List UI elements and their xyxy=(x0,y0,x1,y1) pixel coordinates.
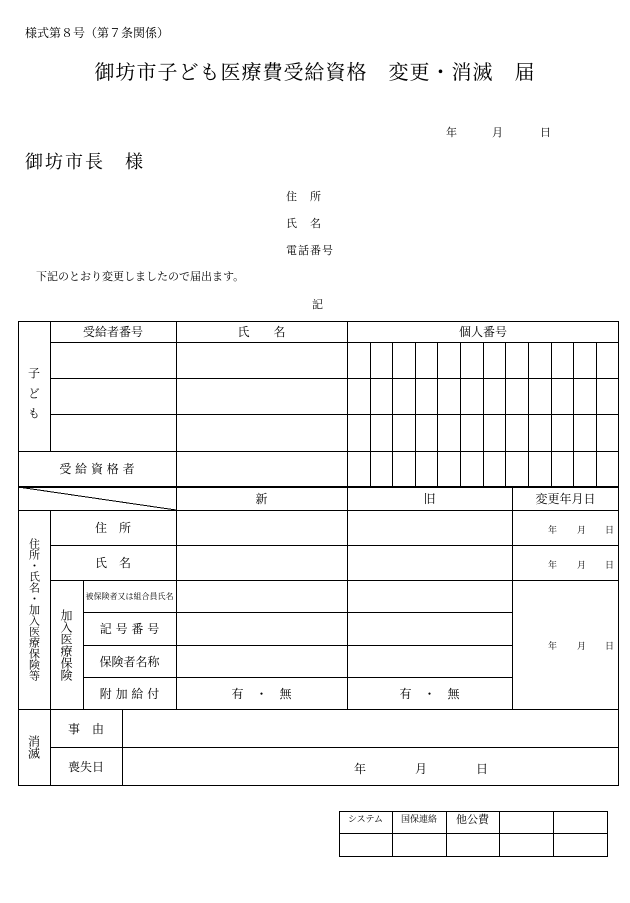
insured-name-label: 被保険者又は組合員氏名 xyxy=(85,591,174,601)
personal-number-header: 個人番号 xyxy=(458,325,507,339)
extinction-label: 消滅 xyxy=(26,735,41,759)
loss-year: 年 xyxy=(354,762,367,776)
address-change-year: 年 xyxy=(548,526,558,536)
ki-mark: 記 xyxy=(312,298,323,311)
new-yes-no: 有 ・ 無 xyxy=(231,686,292,701)
supplementary-benefit-label: 附 加 給 付 xyxy=(99,686,160,701)
child-row-label: 子ども xyxy=(26,366,41,427)
insurance-change-year: 年 xyxy=(548,642,558,652)
change-date-header: 変更年月日 xyxy=(535,492,596,506)
address-row-label: 住 所 xyxy=(94,521,131,535)
date-year: 年 xyxy=(446,126,457,139)
change-group-label: 住所・氏名・加入医療保険等 xyxy=(27,538,41,681)
date-day: 日 xyxy=(540,126,551,139)
form-title: 御坊市子ども医療費受給資格 変更・消滅 届 xyxy=(94,60,536,84)
insurance-change-day: 日 xyxy=(605,642,615,652)
applicant-name-label: 氏 名 xyxy=(286,217,322,230)
name-change-month: 月 xyxy=(577,561,587,571)
office-header-other-public: 他公費 xyxy=(456,812,489,826)
name-change-year: 年 xyxy=(548,561,558,571)
loss-month: 月 xyxy=(415,762,428,776)
office-header-system: システム xyxy=(347,815,384,825)
new-header: 新 xyxy=(255,492,268,506)
old-yes-no: 有 ・ 無 xyxy=(399,686,460,701)
loss-day: 日 xyxy=(476,762,489,776)
address-change-month: 月 xyxy=(577,526,587,536)
office-header-kokuho: 国保連絡 xyxy=(400,815,437,825)
insurance-group-label: 加入医療保険 xyxy=(59,608,73,681)
reason-label: 事 由 xyxy=(67,721,104,736)
address-change-day: 日 xyxy=(605,526,615,536)
form-number: 様式第８号（第７条関係） xyxy=(25,26,170,40)
old-header: 旧 xyxy=(423,492,436,506)
insurance-change-month: 月 xyxy=(577,642,587,652)
addressee: 御坊市長 様 xyxy=(25,152,145,173)
recipient-number-header: 受給者番号 xyxy=(82,325,143,339)
loss-date-label: 喪失日 xyxy=(67,759,104,774)
qualified-person-label: 受 給 資 格 者 xyxy=(59,462,135,476)
intro-text: 下記のとおり変更しましたので届出ます。 xyxy=(36,270,245,283)
name-row-label: 氏 名 xyxy=(94,556,131,570)
date-month: 月 xyxy=(492,126,503,139)
child-name-header: 氏 名 xyxy=(237,325,286,339)
symbol-number-label: 記 号 番 号 xyxy=(99,622,160,636)
applicant-phone-label: 電話番号 xyxy=(286,244,334,257)
insurer-name-label: 保険者名称 xyxy=(99,654,160,669)
name-change-day: 日 xyxy=(605,561,615,571)
applicant-address-label: 住 所 xyxy=(286,190,322,203)
